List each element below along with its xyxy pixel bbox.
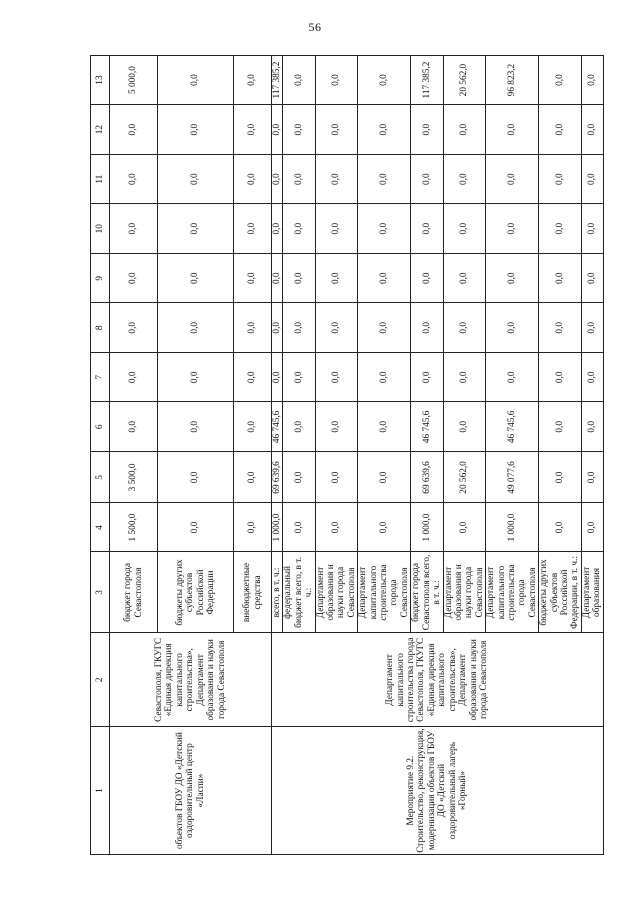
value-cell: 0,0 xyxy=(358,353,411,402)
value-cell: 0,0 xyxy=(158,204,234,254)
value-cell: 96 823,2 xyxy=(486,56,539,105)
value-cell: 0,0 xyxy=(110,155,158,204)
value-cell: 0,0 xyxy=(539,303,582,353)
value-cell: 0,0 xyxy=(234,204,272,254)
column-header: 10 xyxy=(91,204,110,254)
funding-source-cell: Департамент капитального строительства города Севастополя xyxy=(358,552,411,633)
value-cell: 20 562,0 xyxy=(443,452,486,503)
value-cell: 0,0 xyxy=(234,402,272,452)
value-cell: 0,0 xyxy=(411,303,443,353)
header-row xyxy=(91,56,110,855)
value-cell: 0,0 xyxy=(443,254,486,303)
value-cell: 3 500,0 xyxy=(110,452,158,503)
value-cell: 46 745,6 xyxy=(486,402,539,452)
value-cell: 0,0 xyxy=(315,303,358,353)
value-cell: 0,0 xyxy=(110,402,158,452)
value-cell: 0,0 xyxy=(315,503,358,552)
value-cell: 0,0 xyxy=(315,452,358,503)
value-cell: 0,0 xyxy=(581,503,603,552)
value-cell: 0,0 xyxy=(158,503,234,552)
value-cell: 0,0 xyxy=(486,303,539,353)
column-header: 12 xyxy=(91,105,110,155)
measure-cell: объектов ГБОУ ДО «Детский оздоровительный центр «Ласпи» xyxy=(110,727,272,855)
value-cell: 0,0 xyxy=(283,402,315,452)
column-header: 8 xyxy=(91,303,110,353)
value-cell: 1 500,0 xyxy=(110,503,158,552)
value-cell: 0,0 xyxy=(581,56,603,105)
funding-source-cell: бюджеты других субъектов Российской Федерации xyxy=(158,552,234,633)
page-number: 56 xyxy=(308,20,322,34)
value-cell: 0,0 xyxy=(158,56,234,105)
value-cell: 0,0 xyxy=(234,105,272,155)
value-cell: 0,0 xyxy=(486,204,539,254)
value-cell: 0,0 xyxy=(358,303,411,353)
value-cell: 0,0 xyxy=(272,254,283,303)
value-cell: 0,0 xyxy=(283,204,315,254)
value-cell: 0,0 xyxy=(358,503,411,552)
value-cell: 0,0 xyxy=(358,402,411,452)
column-header: 5 xyxy=(91,452,110,503)
value-cell: 0,0 xyxy=(110,105,158,155)
value-cell: 1 000,0 xyxy=(411,503,443,552)
value-cell: 0,0 xyxy=(283,303,315,353)
value-cell: 20 562,0 xyxy=(443,56,486,105)
value-cell: 0,0 xyxy=(539,204,582,254)
value-cell: 0,0 xyxy=(539,155,582,204)
value-cell: 0,0 xyxy=(158,105,234,155)
column-header: 3 xyxy=(91,552,110,633)
table-row xyxy=(272,56,283,855)
value-cell: 0,0 xyxy=(581,402,603,452)
value-cell: 46 745,6 xyxy=(272,402,283,452)
value-cell: 0,0 xyxy=(315,353,358,402)
value-cell: 1 000,0 xyxy=(272,503,283,552)
value-cell: 0,0 xyxy=(443,503,486,552)
funding-source-cell: Департамент капитального строительства города Севастополя xyxy=(486,552,539,633)
value-cell: 0,0 xyxy=(358,204,411,254)
column-header: 2 xyxy=(91,633,110,727)
value-cell: 0,0 xyxy=(315,155,358,204)
value-cell: 0,0 xyxy=(158,452,234,503)
funding-source-cell: Департамент образования xyxy=(581,552,603,633)
value-cell: 0,0 xyxy=(443,402,486,452)
value-cell: 1 000,0 xyxy=(486,503,539,552)
value-cell: 0,0 xyxy=(283,155,315,204)
column-header: 4 xyxy=(91,503,110,552)
value-cell: 0,0 xyxy=(486,254,539,303)
value-cell: 0,0 xyxy=(110,303,158,353)
value-cell: 0,0 xyxy=(315,204,358,254)
value-cell: 0,0 xyxy=(110,254,158,303)
value-cell: 0,0 xyxy=(272,105,283,155)
value-cell: 0,0 xyxy=(272,353,283,402)
value-cell: 0,0 xyxy=(443,105,486,155)
table-row xyxy=(110,56,158,855)
value-cell: 69 639,6 xyxy=(272,452,283,503)
value-cell: 0,0 xyxy=(539,56,582,105)
value-cell: 0,0 xyxy=(234,503,272,552)
value-cell: 0,0 xyxy=(283,254,315,303)
value-cell: 0,0 xyxy=(539,402,582,452)
value-cell: 0,0 xyxy=(234,254,272,303)
value-cell: 0,0 xyxy=(272,303,283,353)
value-cell: 0,0 xyxy=(234,56,272,105)
value-cell: 0,0 xyxy=(272,155,283,204)
funding-source-cell: Департамент образования и науки города Севастополя xyxy=(443,552,486,633)
value-cell: 0,0 xyxy=(486,105,539,155)
value-cell: 49 077,6 xyxy=(486,452,539,503)
value-cell: 0,0 xyxy=(581,353,603,402)
column-header: 6 xyxy=(91,402,110,452)
value-cell: 0,0 xyxy=(411,353,443,402)
value-cell: 0,0 xyxy=(283,353,315,402)
value-cell: 0,0 xyxy=(283,503,315,552)
value-cell: 0,0 xyxy=(411,204,443,254)
funding-source-cell: бюджет города Севастополя всего, в т. ч.: xyxy=(411,552,443,633)
executor-cell: Севастополя, ГКУГС «Единая дирекция капитального строительства», Департамент образования и науки города Севастополя xyxy=(110,633,272,727)
funding-source-cell: внебюджетные средства xyxy=(234,552,272,633)
value-cell: 117 385,2 xyxy=(272,56,283,105)
value-cell: 0,0 xyxy=(272,204,283,254)
column-header: 9 xyxy=(91,254,110,303)
value-cell: 0,0 xyxy=(283,452,315,503)
value-cell: 0,0 xyxy=(234,452,272,503)
value-cell: 0,0 xyxy=(283,56,315,105)
value-cell: 0,0 xyxy=(358,155,411,204)
executor-cell: Департамент капитального строительства города Севастополя, ГКУГС «Единая дирекция капитального строительства», Департамент образования и науки города Севастополя xyxy=(272,633,604,727)
value-cell: 0,0 xyxy=(411,105,443,155)
value-cell: 0,0 xyxy=(581,452,603,503)
value-cell: 0,0 xyxy=(581,254,603,303)
value-cell: 0,0 xyxy=(158,155,234,204)
value-cell: 0,0 xyxy=(443,204,486,254)
value-cell: 0,0 xyxy=(539,105,582,155)
value-cell: 0,0 xyxy=(486,155,539,204)
value-cell: 0,0 xyxy=(158,303,234,353)
value-cell: 46 745,6 xyxy=(411,402,443,452)
value-cell: 0,0 xyxy=(443,303,486,353)
value-cell: 0,0 xyxy=(315,56,358,105)
table-body xyxy=(110,56,604,855)
value-cell: 0,0 xyxy=(539,254,582,303)
value-cell: 0,0 xyxy=(581,155,603,204)
column-header: 1 xyxy=(91,727,110,855)
value-cell: 0,0 xyxy=(539,503,582,552)
value-cell: 0,0 xyxy=(234,353,272,402)
value-cell: 5 000,0 xyxy=(110,56,158,105)
value-cell: 0,0 xyxy=(110,204,158,254)
value-cell: 0,0 xyxy=(486,353,539,402)
value-cell: 0,0 xyxy=(443,155,486,204)
value-cell: 0,0 xyxy=(315,402,358,452)
value-cell: 0,0 xyxy=(358,254,411,303)
column-header: 7 xyxy=(91,353,110,402)
column-header: 13 xyxy=(91,56,110,105)
value-cell: 0,0 xyxy=(158,353,234,402)
value-cell: 0,0 xyxy=(581,303,603,353)
rotated-table-container xyxy=(90,55,603,855)
budget-table xyxy=(90,55,604,855)
value-cell: 0,0 xyxy=(581,105,603,155)
value-cell: 0,0 xyxy=(539,452,582,503)
value-cell: 0,0 xyxy=(411,155,443,204)
value-cell: 0,0 xyxy=(315,105,358,155)
value-cell: 0,0 xyxy=(443,353,486,402)
value-cell: 0,0 xyxy=(539,353,582,402)
value-cell: 0,0 xyxy=(581,204,603,254)
value-cell: 0,0 xyxy=(110,353,158,402)
funding-source-cell: всего, в т. ч.: xyxy=(272,552,283,633)
value-cell: 117 385,2 xyxy=(411,56,443,105)
column-header: 11 xyxy=(91,155,110,204)
value-cell: 0,0 xyxy=(411,254,443,303)
value-cell: 0,0 xyxy=(234,303,272,353)
value-cell: 0,0 xyxy=(234,155,272,204)
funding-source-cell: федеральный бюджет всего, в т. ч.: xyxy=(283,552,315,633)
funding-source-cell: Департамент образования и науки города Севастополя xyxy=(315,552,358,633)
measure-cell: Мероприятие 9.2. Строительство, реконструкция, модернизация объектов ГБОУ ДО «Детский оздоровительный лагерь «Горный» xyxy=(272,727,604,855)
value-cell: 69 639,6 xyxy=(411,452,443,503)
value-cell: 0,0 xyxy=(158,254,234,303)
value-cell: 0,0 xyxy=(358,56,411,105)
value-cell: 0,0 xyxy=(283,105,315,155)
funding-source-cell: бюджеты других субъектов Российской Федерации, в т. ч.: xyxy=(539,552,582,633)
value-cell: 0,0 xyxy=(315,254,358,303)
funding-source-cell: бюджет города Севастополя xyxy=(110,552,158,633)
value-cell: 0,0 xyxy=(158,402,234,452)
value-cell: 0,0 xyxy=(358,105,411,155)
value-cell: 0,0 xyxy=(358,452,411,503)
